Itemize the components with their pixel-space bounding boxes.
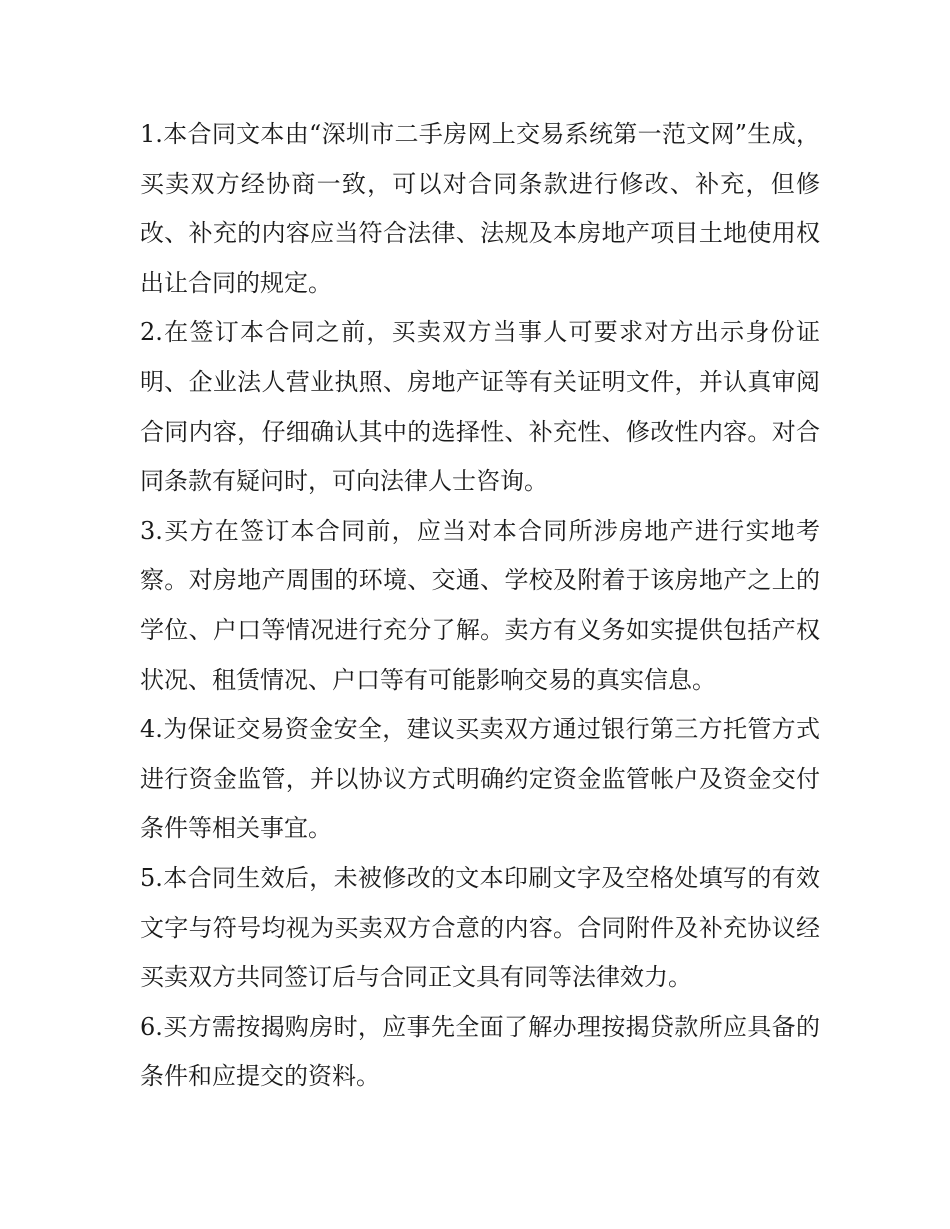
paragraph-3: 3.买方在签订本合同前，应当对本合同所涉房地产进行实地考察。对房地产周围的环境、交通、学校及附着于该房地产之上的学位、户口等情况进行充分了解。卖方有义务如实提供包括产权状况、租赁情况、户口等有可能影响交易的真实信息。: [140, 516, 820, 694]
paragraph-2: 2.在签订本合同之前，买卖双方当事人可要求对方出示身份证明、企业法人营业执照、房地产证等有关证明文件，并认真审阅合同内容，仔细确认其中的选择性、补充性、修改性内容。对合同条款有疑问时，可向法律人士咨询。: [140, 318, 820, 496]
paragraph-4: 4.为保证交易资金安全，建议买卖双方通过银行第三方托管方式进行资金监管，并以协议方式明确约定资金监管帐户及资金交付条件等相关事宜。: [140, 715, 820, 843]
paragraph-6: 6.买方需按揭购房时，应事先全面了解办理按揭贷款所应具备的条件和应提交的资料。: [140, 1012, 820, 1091]
paragraph-5: 5.本合同生效后，未被修改的文本印刷文字及空格处填写的有效文字与符号均视为买卖双方合意的内容。合同附件及补充协议经买卖双方共同签订后与合同正文具有同等法律效力。: [140, 863, 820, 992]
paragraph-1: 1.本合同文本由“深圳市二手房网上交易系统第一范文网”生成，买卖双方经协商一致，可以对合同条款进行修改、补充，但修改、补充的内容应当符合法律、法规及本房地产项目土地使用权出让合同的规定。: [140, 120, 820, 297]
document-body: [140, 110, 820, 1102]
